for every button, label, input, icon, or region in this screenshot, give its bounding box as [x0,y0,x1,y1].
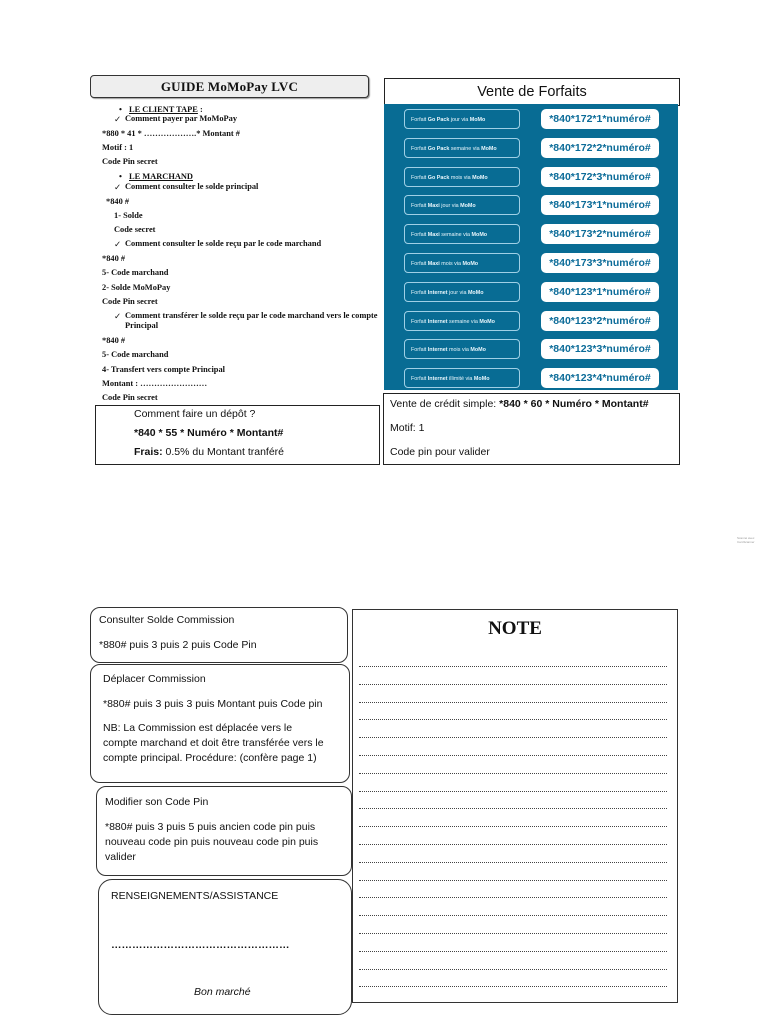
forfait-label [404,109,520,129]
code-marchand-5a: 5- Code marchand [102,268,169,277]
forfait-name: Go Pack [427,117,450,123]
note-line [359,666,667,667]
forfait-name: Maxi [427,203,440,210]
forfait-code: *840*172*2*numéro# [541,138,659,158]
note-line [359,969,667,970]
code-marchand-5b: 5- Code marchand [102,350,169,359]
credit-validate: Code pin pour valider [390,446,490,458]
note-line [359,791,667,792]
forfait-code: *840*173*3*numéro# [541,253,659,273]
move-commission-box [90,664,350,783]
pin-line3: valider [105,851,136,863]
note-line [359,737,667,738]
forfait-code: *840*123*4*numéro# [541,368,659,388]
note-line [359,719,667,720]
note-line [359,826,667,827]
nb-line1: NB: La Commission est déplacée vers le [103,722,293,734]
forfait-pre: Forfait [411,232,428,239]
forfait-label [404,368,520,388]
forfait-code: *840*123*2*numéro# [541,311,659,331]
forfait-pre: Forfait [411,376,428,383]
forfait-name: Maxi [427,232,440,239]
transfer-line1: ✓ Comment transférer le solde reçu par le code marchand vers le compte [125,311,378,320]
forfaits-title: Vente de Forfaits [384,78,680,106]
forfait-brand: MoMo [467,289,484,296]
solde-momopay: 2- Solde MoMoPay [102,283,171,292]
client-heading [129,105,203,114]
nb-line2: compte marchand et doit être transférée vers le [103,737,324,749]
motif: Motif : 1 [102,143,134,152]
forfait-pre: Forfait [411,174,428,181]
forfait-pre: Forfait [411,347,428,354]
fees-value: 0.5% du Montant tranféré [162,446,284,458]
consult-code: *880# puis 3 puis 2 puis Code Pin [99,639,257,651]
modify-pin-box [96,786,352,876]
code-840-b: *840 # [102,254,126,263]
fees-label: Frais: [134,446,163,458]
solde: 1- Solde [114,211,143,220]
note-line [359,844,667,845]
move-code: *880# puis 3 puis 3 puis Montant puis Code pin [103,698,323,710]
note-line [359,702,667,703]
deposit-question: Comment faire un dépôt ? [134,408,256,420]
note-line [359,915,667,916]
assist-footer: Bon marché [194,986,251,998]
credit-label: Vente de crédit simple: [390,398,500,410]
forfait-name: Maxi [427,261,440,267]
forfaits-panel [384,104,678,390]
code-840-c: *840 # [102,336,126,345]
forfait-period: jour via [447,289,468,296]
forfait-period: mois via [449,174,473,181]
check-received: ✓ Comment consulter le solde reçu par le code marchand [125,239,321,248]
forfait-label [404,282,520,302]
deposit-code: *840 * 55 * Numéro * Montant# [134,427,284,439]
forfait-name: Go Pack [427,145,450,152]
forfait-name: Internet [427,347,448,354]
credit-box [383,393,680,465]
forfait-label [404,311,520,331]
forfait-pre: Forfait [411,261,428,267]
assist-title: RENSEIGNEMENTS/ASSISTANCE [111,890,279,902]
guide-title: GUIDE MoMoPay LVC [90,75,369,98]
forfait-brand: MoMo [481,145,497,152]
pin-title: Modifier son Code Pin [105,796,209,808]
scan-caption: Scanné avec CamScanner [737,536,755,544]
forfait-name: Internet [427,318,448,325]
forfait-pre: Forfait [411,289,428,296]
forfait-code: *840*172*1*numéro# [541,109,659,129]
code-pin-2: Code Pin secret [102,297,158,306]
deposit-fees [134,446,284,458]
check-balance: ✓ Comment consulter le solde principal [125,182,258,191]
forfait-period: jour via [449,117,470,123]
forfait-code: *840*123*3*numéro# [541,339,659,359]
forfait-label [404,224,520,244]
forfait-period: semaine via [447,318,480,325]
assistance-box [98,879,352,1015]
note-line [359,808,667,809]
code-pin-3: Code Pin secret [102,393,158,402]
forfait-brand: MoMo [472,174,488,181]
forfait-name: Internet [427,376,448,383]
note-line [359,986,667,987]
pay-with-momopay: ✓ Comment payer par MoMoPay [125,114,237,123]
montant: Montant : …………………… [102,379,208,388]
pin-line1: *880# puis 3 puis 5 puis ancien code pin puis [105,821,316,833]
transfer-principal: 4- Transfert vers compte Principal [102,365,225,374]
merchant-heading [129,172,193,181]
forfait-label [404,339,520,359]
forfait-name: Internet [427,289,448,296]
note-line [359,684,667,685]
forfait-code: *840*172*3*numéro# [541,167,659,187]
consult-title: Consulter Solde Commission [99,614,235,626]
forfait-brand: MoMo [470,347,486,354]
nb-line3: compte principal. Procédure: (confère page 1) [103,752,317,764]
forfait-period: semaine via [439,232,472,239]
forfait-code: *840*123*1*numéro# [541,282,659,302]
forfait-name: Go Pack [427,174,450,181]
assist-dots: …………………………………………… [111,939,290,951]
forfait-code: *840*173*1*numéro# [541,195,659,215]
note-line [359,755,667,756]
forfait-pre: Forfait [411,318,428,325]
note-line [359,880,667,881]
client-heading-text: LE CLIENT TAPE [129,105,198,114]
deposit-box [95,405,380,465]
note-line [359,897,667,898]
forfait-brand: MoMo [479,318,495,325]
merchant-heading-text: LE MARCHAND [129,172,193,181]
forfait-period: jour via [439,203,461,210]
credit-code: *840 * 60 * Numéro * Montant# [499,398,649,410]
code-pin-1: Code Pin secret [102,157,158,166]
client-heading-colon: : [197,105,203,114]
forfait-brand: MoMo [462,261,479,267]
code-pay: *880 * 41 * ……………….* Montant # [102,129,240,138]
note-line [359,862,667,863]
forfait-label [404,253,520,273]
note-box [352,609,678,1003]
consult-commission-box [90,607,348,663]
forfait-brand: MoMo [471,232,488,239]
note-line [359,951,667,952]
credit-line [390,398,649,410]
note-line [359,773,667,774]
forfait-brand: MoMo [473,376,490,383]
forfait-code: *840*173*2*numéro# [541,224,659,244]
forfait-pre: Forfait [411,145,428,152]
forfait-pre: Forfait [411,203,428,210]
forfait-label [404,138,520,158]
pin-line2: nouveau code pin puis nouveau code pin puis [105,836,319,848]
forfait-period: semaine via [449,145,482,152]
forfait-label [404,195,520,215]
note-line [359,933,667,934]
code-840-a: *840 # [106,197,130,206]
note-title: NOTE [488,618,542,639]
forfait-period: illimité via [447,376,474,383]
forfait-brand: MoMo [460,203,476,210]
forfait-brand: MoMo [469,117,486,123]
forfait-label [404,167,520,187]
transfer-line2: Principal [125,321,159,330]
credit-motif: Motif: 1 [390,422,425,434]
forfait-period: mois via [439,261,463,267]
move-title: Déplacer Commission [103,673,206,685]
code-secret: Code secret [114,225,156,234]
forfait-pre: Forfait [411,117,428,123]
forfait-period: mois via [447,347,471,354]
